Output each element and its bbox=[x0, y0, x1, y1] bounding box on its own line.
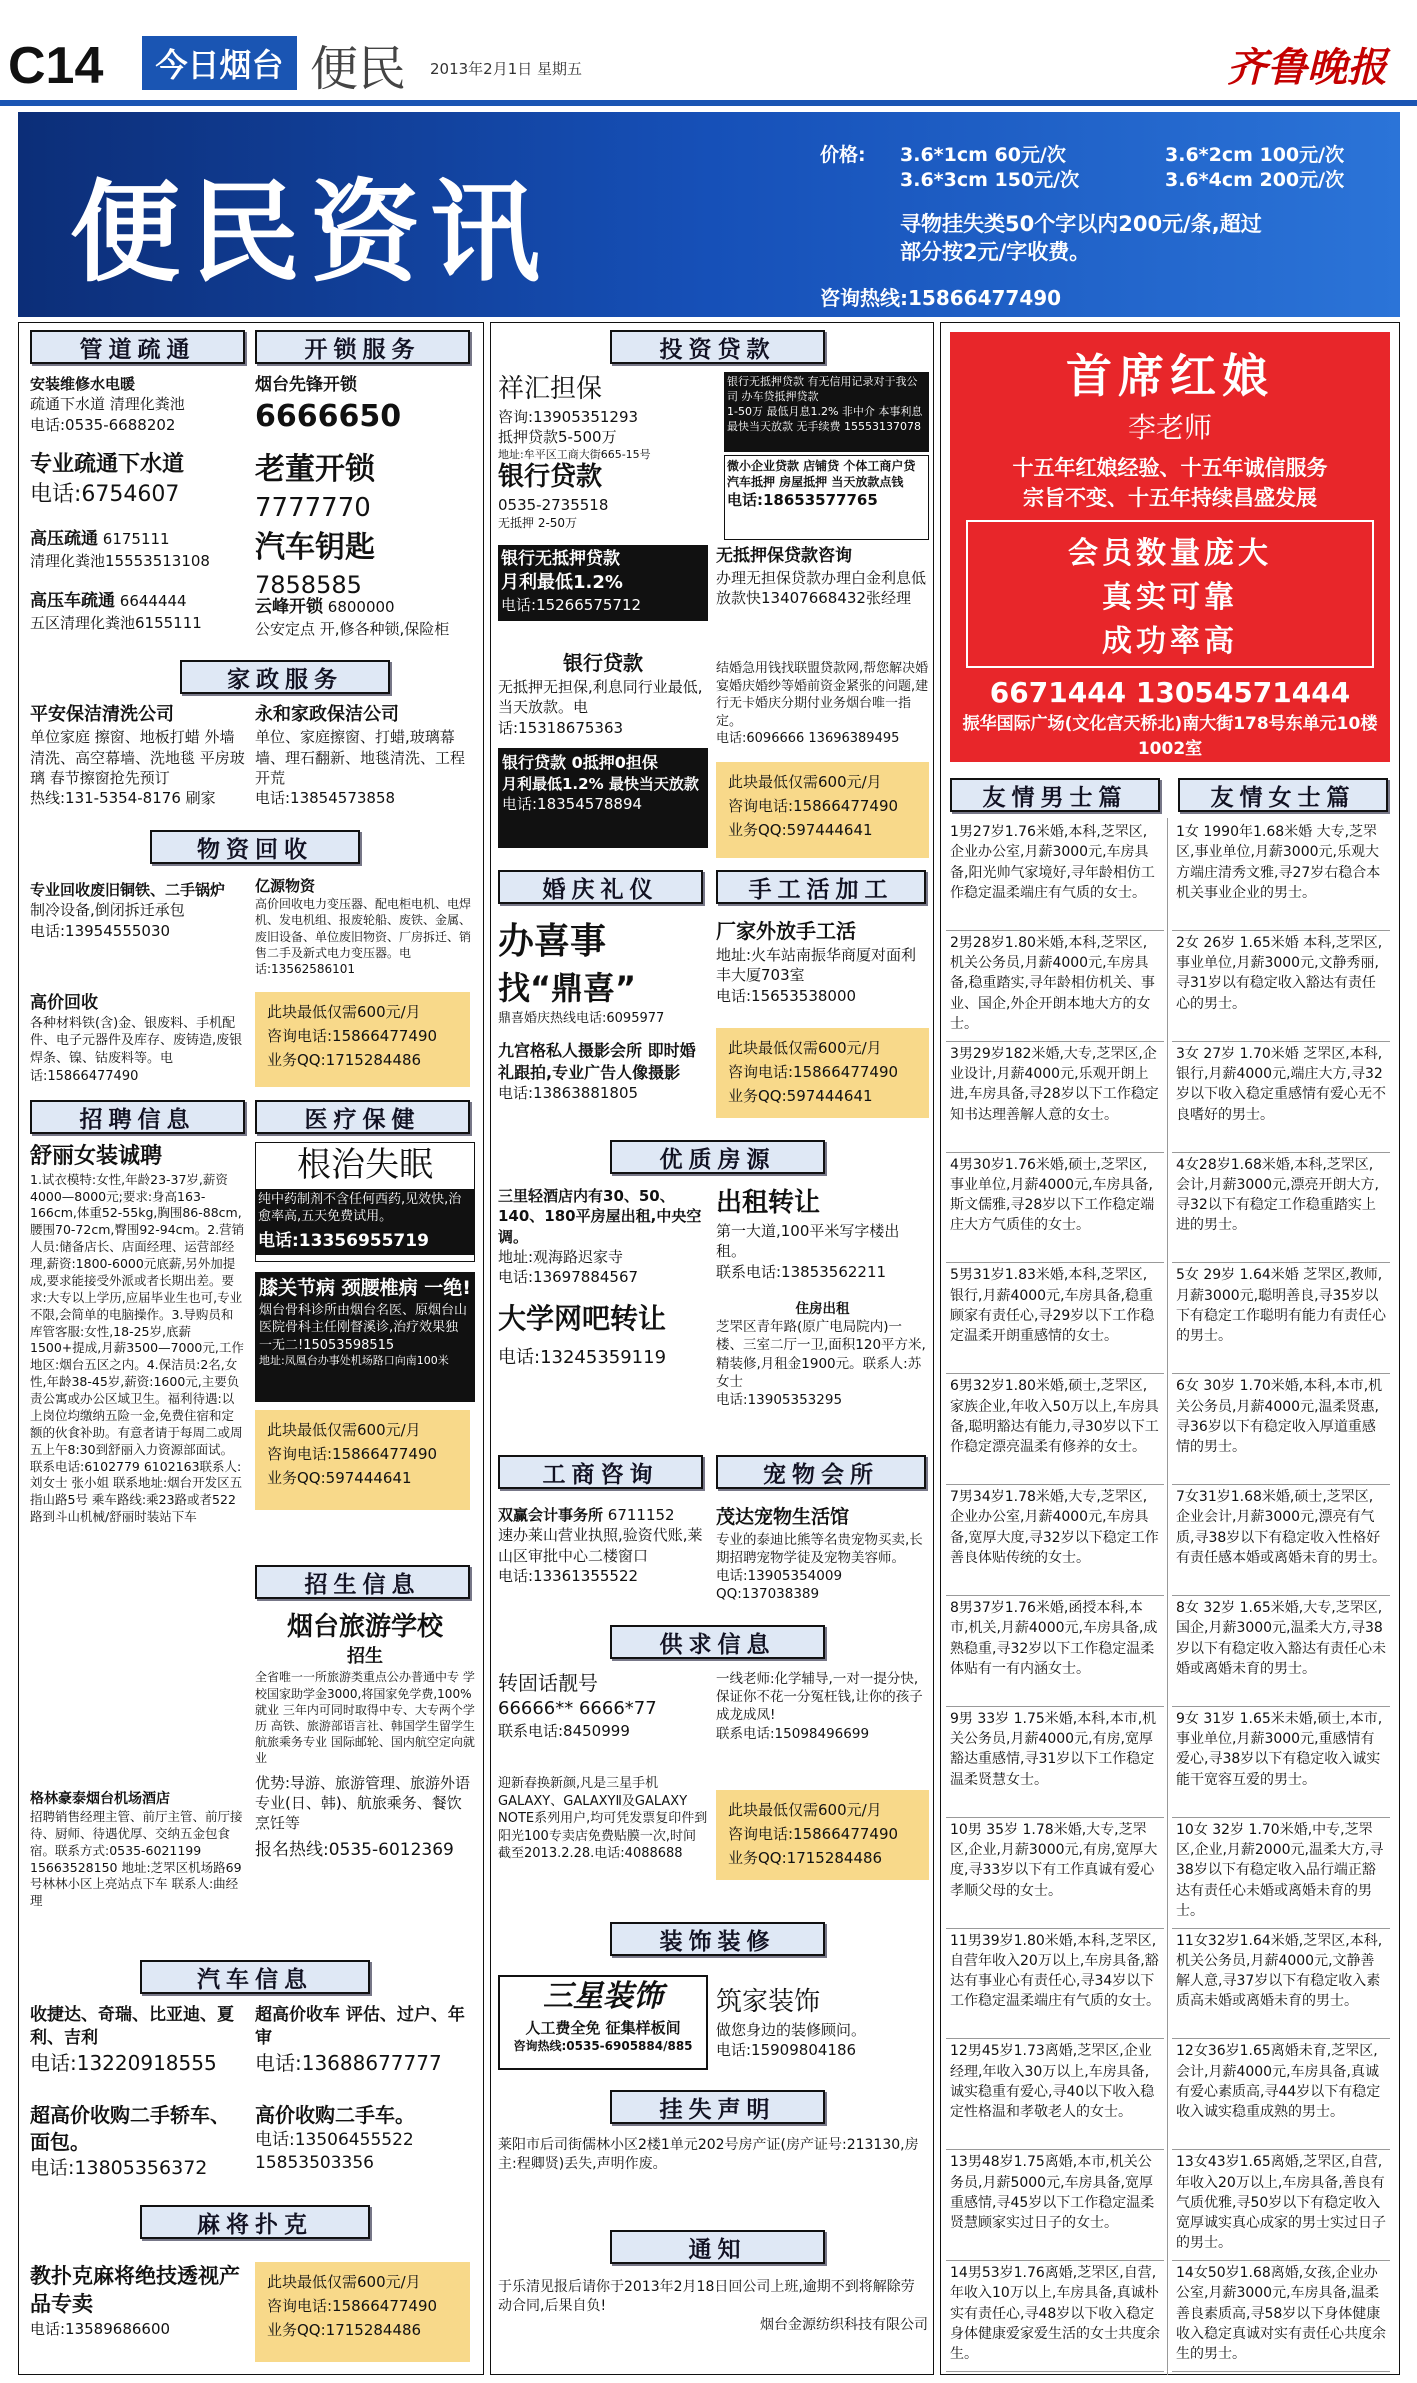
ad-inv-5-tel: 电话:15266575712 bbox=[501, 596, 642, 615]
tag-lost: 挂失声明 bbox=[610, 2090, 825, 2124]
ad-notice-1-body: 于乐清见报后请你于2013年2月18日回公司上班,逾期不到将解除劳动合同,后果自负! bbox=[498, 2279, 915, 2314]
cheap-ad-4-line3: 业务QQ:597444641 bbox=[728, 821, 873, 839]
tag-estate: 优质房源 bbox=[610, 1140, 825, 1174]
ad-hire-2-title: 格林豪泰烟台机场酒店 bbox=[30, 1791, 170, 1807]
ad-biz-1-num: 6711152 bbox=[607, 1506, 675, 1524]
ad-pipe-4 bbox=[30, 590, 240, 648]
ad-car-4 bbox=[255, 2102, 475, 2192]
tag-recycle: 物资回收 bbox=[150, 830, 360, 864]
ad-supply-2-tel: 联系电话:15098496699 bbox=[716, 1725, 870, 1742]
banner-title: 便民资讯 bbox=[70, 168, 550, 297]
price-3: 3.6*3cm 150元/次 bbox=[900, 169, 1080, 191]
ad-inv-3-body: 无抵押 2-50万 bbox=[498, 516, 578, 531]
tag-pipe: 管道疏通 bbox=[30, 330, 245, 364]
ad-car-1-title: 收捷达、奇瑞、比亚迪、夏利、吉利 bbox=[30, 2005, 234, 2048]
ad-car-3 bbox=[30, 2102, 245, 2192]
female-entry: 11女32岁1.64米婚,芝罘区,本科,机关公务员,月薪4000元,文静善解人意,寻37岁以下有稳定收入素质高未婚或离婚未育的男士。 bbox=[1172, 1929, 1390, 2040]
ad-wedding-2 bbox=[498, 1040, 708, 1112]
ad-house-2 bbox=[255, 703, 475, 823]
ad-rec-1-body: 制冷设备,倒闭拆迁承包 bbox=[30, 901, 185, 920]
ad-inv-1-addr: 地址:牟平区工商大街665-15号 bbox=[498, 447, 651, 461]
ad-estate-4-title: 大学网吧转让 bbox=[498, 1302, 667, 1335]
ad-pipe-3-body: 清理化粪池15553513108 bbox=[30, 551, 210, 570]
ad-estate-1-tel: 电话:13697884567 bbox=[498, 1268, 639, 1286]
female-entry: 3女 27岁 1.70米婚 芝罘区,本科,银行,月薪4000元,端庄大方,寻32岁以下收入稳定重感情有爱心无不良嗜好的男士。 bbox=[1172, 1042, 1390, 1153]
ad-lock-2-title: 老董开锁 bbox=[255, 452, 375, 487]
ad-hire-1-body: 1.试衣模特:女性,年龄23-37岁,薪资4000—8000元;要求:身高163-166cm,体重52-55kg,胸围86-88cm,腰围70-72cm,臀围92-94cm。2.营销人员:储备店长、店面经理、运营部经理,薪资:1800-6000元底薪,另外加提成,要求能接受外派或者长期出差。要求:大专以上学历,应届毕业生也可,专业不限,会简单的电脑操作。3.导购员和库管客服:女性,18-25岁,底薪1500+提成,月薪3500—7000元,工作地区:烟台五区之内。4.保洁员:2名,女性,年龄38-45岁,薪资:1600元,主要负责公寓或办公区域卫生。福利待遇:以上岗位均缴纳五险一金,免费住宿和定额的伙食补助。有意者请于每周二或周五上午8:30到舒丽入力资源部面试。联系电话:6102779 6102163联系人:刘女士 张小姐 联系地址:烟台开发区五指山路5号 乘车路线:乘23路或者522路到斗山机械/舒丽时装站下车 bbox=[30, 1171, 245, 1525]
page-number: C14 bbox=[8, 37, 104, 95]
ad-mahjong bbox=[30, 2262, 245, 2362]
header-rule bbox=[0, 100, 1417, 106]
ad-wedding-1-title: 办喜事 bbox=[498, 921, 607, 962]
ad-pipe-4-body: 五区清理化粪池6155111 bbox=[30, 613, 202, 632]
ad-craft-1-title: 厂家外放手工活 bbox=[716, 919, 856, 943]
ad-lock-1-num: 6666650 bbox=[255, 398, 402, 434]
ad-lock-2 bbox=[255, 450, 475, 522]
newspaper-logo: 齐鲁晚报 bbox=[1227, 44, 1387, 91]
ad-lock-2-num: 7777770 bbox=[255, 492, 371, 523]
ad-inv-2-title: 银行无抵押贷款 有无信用记录对于我公司 办车贷抵押贷款 bbox=[727, 375, 918, 403]
ad-school-body: 全省唯一一所旅游类重点公办普通中专 学校国家助学金3000,将国家免学费,100%就业 三年内可同时取得中专、大专两个学历 高铁、旅游部语言社、韩国学生留学生 航旅乘务专业 国际邮轮、国内航空定向就业 bbox=[255, 1670, 475, 1766]
male-entry: 4男30岁1.76米婚,硕士,芝罘区,事业单位,月薪4000元,车房具备,斯文儒雅,寻28岁以下工作稳定端庄大方气质佳的女士。 bbox=[946, 1153, 1164, 1264]
tag-lock: 开锁服务 bbox=[255, 330, 470, 364]
ad-inv-3 bbox=[498, 460, 718, 540]
cheap-ad-5-line1: 此块最低仅需600元/月 bbox=[728, 1039, 882, 1057]
ad-lock-4 bbox=[255, 596, 475, 648]
cheap-ad-5 bbox=[716, 1028, 929, 1118]
lost-rate-2: 部分按2元/字收费。 bbox=[900, 240, 1091, 264]
ad-hire-1 bbox=[30, 1142, 245, 1782]
ad-estate-3-title: 住房出租 bbox=[795, 1301, 850, 1317]
matchmaker-slogan-2: 宗旨不变、十五年持续昌盛发展 bbox=[1023, 486, 1317, 510]
ad-pipe-1-title: 安装维修水电暖 bbox=[30, 375, 136, 393]
ad-inv-8-body: 结婚急用钱找联盟贷款网,帮您解决婚宴婚庆婚纱等婚前资金紧张的问题,建行无卡婚庆分期付业务烟台唯一指定。 bbox=[716, 661, 929, 729]
ad-inv-5 bbox=[498, 545, 708, 621]
ad-estate-4-tel: 电话:13245359119 bbox=[498, 1346, 667, 1368]
ad-house-1 bbox=[30, 703, 245, 823]
ad-pipe-1 bbox=[30, 374, 240, 444]
ad-estate-2-tel: 联系电话:13853562211 bbox=[716, 1262, 887, 1281]
cheap-ad-1-line2: 咨询电话:15866477490 bbox=[267, 1027, 438, 1045]
price-1: 3.6*1cm 60元/次 bbox=[900, 144, 1066, 166]
ad-house-1-tel: 热线:131-5354-8176 刷家 bbox=[30, 789, 216, 808]
ad-pet-1-body: 专业的泰迪比熊等名贵宠物买卖,长期招聘宠物学徒及宠物美容师。 bbox=[716, 1531, 923, 1566]
ad-inv-9-title: 银行贷款 0抵押0担保 bbox=[502, 753, 658, 772]
ad-med-1-body: 纯中药制剂不含任何西药,见效快,治愈率高,五天免费试用。 bbox=[256, 1189, 474, 1228]
ad-car-2 bbox=[255, 2004, 475, 2094]
ad-rec-2-title: 亿源物资 bbox=[255, 877, 316, 895]
ad-inv-6-body: 办理无担保贷款办理白金利息低放款快13407668432张经理 bbox=[716, 568, 927, 608]
ad-car-2-title: 超高价收车 评估、过户、年审 bbox=[255, 2005, 465, 2048]
ad-car-1-tel: 电话:13220918555 bbox=[30, 2050, 217, 2075]
ad-inv-4 bbox=[724, 455, 929, 540]
ad-supply-3-body: 迎新春换新颜,凡是三星手机GALAXY、GALAXYⅡ及GALAXY NOTE系列用户,均可凭发票复印件到阳光100专卖店免费贴膜一次,时间截至2013.2.28.电话:4088688 bbox=[498, 1776, 708, 1862]
ad-pipe-1-tel: 电话:0535-6688202 bbox=[30, 415, 176, 434]
ad-inv-3-title: 银行贷款 bbox=[498, 462, 603, 492]
female-entry: 8女 32岁 1.65米婚,大专,芝罘区,国企,月薪3000元,温柔大方,寻38岁以下有稳定收入豁达有责任心未婚或离婚未育的男士。 bbox=[1172, 1596, 1390, 1707]
ad-school-title: 烟台旅游学校 bbox=[286, 1612, 443, 1642]
tag-hire: 招聘信息 bbox=[30, 1100, 245, 1134]
ad-inv-2 bbox=[724, 372, 929, 452]
ad-inv-2-body: 1-50万 最低月息1.2% 非中介 本事利息 最快当天放款 无手续费 15553137078 bbox=[727, 404, 923, 433]
tag-car: 汽车信息 bbox=[140, 1960, 370, 1994]
ad-inv-9 bbox=[498, 748, 708, 848]
ad-inv-9-tel: 电话:18354578894 bbox=[502, 794, 643, 813]
ad-decor-1 bbox=[498, 1975, 708, 2070]
cheap-ad-3-line3: 业务QQ:1715284486 bbox=[267, 2321, 422, 2339]
ad-inv-4-title: 微小企业贷款 店铺贷 个体工商户贷 汽车抵押 房屋抵押 当天放款点钱 bbox=[727, 459, 916, 490]
ad-med-2-title: 膝关节病 颈腰椎病 一绝! bbox=[259, 1277, 471, 1299]
cheap-ad-4-line2: 咨询电话:15866477490 bbox=[728, 797, 899, 815]
ad-craft-1 bbox=[716, 918, 929, 1018]
ad-rec-2-body: 高价回收电力变压器、配电柜电机、电焊机、发电机组、报废轮船、废铁、金属、废旧设备、单位废旧物资、厂房拆迁、销售二手及新式电力变压器。电话:13562586101 bbox=[255, 897, 472, 976]
ad-pet-1-tel: 电话:13905354009 QQ:137038389 bbox=[716, 1568, 843, 1603]
ad-inv-1-body: 抵押贷款5-500万 bbox=[498, 428, 617, 447]
ad-house-2-tel: 电话:13854573858 bbox=[255, 789, 396, 808]
ad-lock-1 bbox=[255, 374, 475, 444]
ad-lock-1-title: 烟台先锋开锁 bbox=[255, 375, 357, 395]
ad-rec-2 bbox=[255, 876, 475, 986]
ad-wedding-2-tel: 电话:13863881805 bbox=[498, 1084, 639, 1103]
ad-hire-1-title: 舒丽女装诚聘 bbox=[30, 1144, 163, 1169]
price-2: 3.6*2cm 100元/次 bbox=[1165, 144, 1345, 166]
cheap-ad-6-line3: 业务QQ:1715284486 bbox=[728, 1849, 883, 1867]
ad-rec-3-title: 高价回收 bbox=[30, 993, 98, 1013]
matchmaker-addr: 振华国际广场(文化宫天桥北)南大街178号东单元10楼1002室 bbox=[962, 714, 1378, 759]
female-entry: 14女50岁1.68离婚,女孩,企业办公室,月薪3000元,车房具备,温柔善良素质高,寻58岁以下身体健康收入稳定真诚对实有责任心共度余生的男士。 bbox=[1172, 2261, 1390, 2372]
male-entry: 5男31岁1.83米婚,本科,芝罘区,银行,月薪4000元,车房具备,稳重顾家有责任心,寻29岁以下工作稳定温柔开朗重感情的女士。 bbox=[946, 1263, 1164, 1374]
ad-house-2-title: 永和家政保洁公司 bbox=[255, 704, 399, 725]
banner-hotline: 咨询热线:15866477490 bbox=[820, 286, 1062, 310]
female-entry: 6女 30岁 1.70米婚,本科,本市,机关公务员,月薪4000元,温柔贤惠,寻36岁以下有稳定收入厚道重感情的男士。 bbox=[1172, 1374, 1390, 1485]
ad-lost-1-body: 莱阳市后司街儒林小区2楼1单元202号房产证(房产证号:213130,房主:程卿贤)丢失,声明作废。 bbox=[498, 2137, 919, 2172]
ad-school bbox=[255, 1610, 475, 1950]
male-entry: 9男 33岁 1.75米婚,本科,本市,机关公务员,月薪4000元,有房,宽厚豁达重感情,寻31岁以下工作稳定温柔贤慧女士。 bbox=[946, 1707, 1164, 1818]
ad-car-2-tel: 电话:13688677777 bbox=[255, 2050, 442, 2075]
ad-hire-2-body: 招聘销售经理主管、前厅主管、前厅接待、厨师、待遇优厚、交纳五金包食宿。联系方式:0535-6021199 15663528150 地址:芝罘区机场路69号林林小区上亮站点下车 联系人:曲经理 bbox=[30, 1808, 243, 1909]
ad-inv-3-tel: 0535-2735518 bbox=[498, 496, 609, 515]
ad-lock-3-title: 汽车钥匙 bbox=[255, 530, 375, 565]
ad-notice-1-sign: 烟台金源纺织科技有限公司 bbox=[760, 2316, 928, 2333]
ad-estate-1-title: 三里轻酒店内有30、50、140、180平房屋出租,中央空调。 bbox=[498, 1187, 702, 1246]
ad-supply-3 bbox=[498, 1775, 708, 1890]
ad-pipe-3 bbox=[30, 528, 240, 586]
price-4: 3.6*4cm 200元/次 bbox=[1165, 169, 1345, 191]
ad-lock-4-title: 云峰开锁 bbox=[255, 597, 323, 617]
female-entry: 5女 29岁 1.64米婚 芝罘区,教师,月薪3000元,聪明善良,寻35岁以下有稳定工作聪明有能力有责任心的男士。 bbox=[1172, 1263, 1390, 1374]
ad-inv-5-rate: 月利最低1.2% bbox=[501, 571, 623, 593]
section-box[interactable]: 今日烟台 bbox=[142, 36, 297, 90]
ad-decor-2-tel: 电话:15909804186 bbox=[716, 2041, 857, 2060]
ad-inv-4-tel: 电话:18653577765 bbox=[727, 491, 878, 510]
ad-estate-3-tel: 电话:13905353295 bbox=[716, 1392, 843, 1409]
male-entry: 3男29岁182米婚,大专,芝罘区,企业设计,月薪4000元,乐观开朗上进,车房具备,寻28岁以下工作稳定知书达理善解人意的女士。 bbox=[946, 1042, 1164, 1153]
female-entry: 2女 26岁 1.65米婚 本科,芝罘区,事业单位,月薪3000元,文静秀丽,寻31岁以有稳定收入豁达有责任心的男士。 bbox=[1172, 931, 1390, 1042]
ad-med-2-body: 烟台骨科诊所由烟台名医、原烟台山医院骨科主任刚督溪诊,治疗效果独一无二!15053598515 bbox=[259, 1302, 468, 1353]
female-entry: 1女 1990年1.68米婚 大专,芝罘区,事业单位,月薪3000元,乐观大方端庄清秀文雅,寻27岁右稳合本机关事业企业的男士。 bbox=[1172, 820, 1390, 931]
cheap-ad-4 bbox=[716, 762, 929, 858]
ad-car-4-title: 高价收购二手车。 bbox=[255, 2103, 415, 2127]
ad-lost-1 bbox=[498, 2136, 928, 2216]
ad-med-1-tel: 电话:13356955719 bbox=[256, 1228, 474, 1255]
ad-pipe-4-num: 6644444 bbox=[119, 592, 187, 610]
ad-pet-1 bbox=[716, 1505, 929, 1610]
tag-male: 友情男士篇 bbox=[950, 778, 1160, 812]
ad-estate-1 bbox=[498, 1186, 708, 1296]
section-name: 便民 bbox=[310, 41, 407, 97]
cheap-ad-5-line3: 业务QQ:597444641 bbox=[728, 1087, 873, 1105]
cheap-ad-6-line1: 此块最低仅需600元/月 bbox=[728, 1801, 882, 1819]
female-entry: 12女36岁1.65离婚未育,芝罘区,会计,月薪4000元,车房具备,真诚有爱心素质高,寻44岁以下有稳定收入诚实稳重成熟的男士。 bbox=[1172, 2039, 1390, 2150]
male-entry: 14男53岁1.76离婚,芝罘区,自营,年收入10万以上,车房具备,真诚朴实有责任心,寻48岁以下收入稳定身体健康爱家爱生活的女士共度余生。 bbox=[946, 2261, 1164, 2372]
tag-pet: 宠物会所 bbox=[716, 1455, 926, 1489]
matchmaker-box-1: 会员数量庞大 bbox=[1068, 536, 1272, 571]
ad-rec-1-title: 专业回收废旧铜铁、二手锅炉 bbox=[30, 881, 226, 899]
ad-supply-1-nums: 66666** 6666*77 bbox=[498, 1698, 657, 1719]
ad-wedding-1 bbox=[498, 918, 708, 1038]
ad-inv-5-title: 银行无抵押贷款 bbox=[501, 549, 620, 569]
female-entry: 7女31岁1.68米婚,硕士,芝罘区,企业会计,月薪3000元,漂亮有气质,寻38岁以下有稳定收入性格好有责任感本婚或离婚未育的男士。 bbox=[1172, 1485, 1390, 1596]
ad-rec-1-tel: 电话:13954555030 bbox=[30, 921, 171, 940]
tag-supply: 供求信息 bbox=[610, 1625, 825, 1659]
ad-rec-1 bbox=[30, 880, 245, 980]
female-entry: 9女 31岁 1.65米未婚,硕士,本市,事业单位,月薪3000元,重感情有爱心,寻38岁以下有稳定收入诚实能干宽容互爱的男士。 bbox=[1172, 1707, 1390, 1818]
matchmaker-ad bbox=[950, 332, 1390, 762]
ad-car-3-tel: 电话:13805356372 bbox=[30, 2157, 208, 2179]
cheap-ad-1 bbox=[255, 992, 470, 1087]
price-label: 价格: bbox=[820, 144, 866, 166]
tag-wedding: 婚庆礼仪 bbox=[498, 870, 703, 904]
ad-pipe-2-tel: 电话:6754607 bbox=[30, 481, 180, 507]
male-entry: 2男28岁1.80米婚,本科,芝罘区,机关公务员,月薪4000元,车房具备,稳重踏实,寻年龄相仿机关、事业、国企,外企开朗本地大方的女士。 bbox=[946, 931, 1164, 1042]
ad-craft-1-body: 地址:火车站南振华商厦对面利丰大厦703室 bbox=[716, 946, 917, 985]
ad-house-2-body: 单位、家庭擦窗、打蜡,玻璃幕墙、理石翻新、地毯清洗、工程开荒 bbox=[255, 728, 466, 787]
ad-house-1-body: 单位家庭 擦窗、地板打蜡 外墙清洗、高空幕墙、洗地毯 平房玻璃 春节擦窗抢先预订 bbox=[30, 728, 245, 787]
cheap-ad-5-line2: 咨询电话:15866477490 bbox=[728, 1063, 899, 1081]
cheap-ad-1-line3: 业务QQ:1715284486 bbox=[267, 1051, 422, 1069]
tag-decor: 装饰装修 bbox=[610, 1922, 825, 1956]
ad-biz-1-title: 双赢会计事务所 bbox=[498, 1506, 604, 1524]
cheap-ad-2-line2: 咨询电话:15866477490 bbox=[267, 1445, 438, 1463]
ad-car-4-tel2: 15853503356 bbox=[255, 2152, 374, 2173]
ad-house-1-title: 平安保洁清洗公司 bbox=[30, 704, 174, 725]
ad-rec-3-body: 各种材料铁(含)金、银废料、手机配件、电子元器件及库存、废铸造,废银焊条、镍、钴废料等。电话:15866477490 bbox=[30, 1015, 243, 1084]
ad-mahjong-title: 教扑克麻将绝技透视产品专卖 bbox=[30, 2264, 240, 2317]
ad-pipe-3-title: 高压疏通 bbox=[30, 529, 98, 549]
ad-wedding-1-tel: 鼎喜婚庆热线电话:6095977 bbox=[498, 1010, 665, 1026]
ad-biz-1 bbox=[498, 1505, 708, 1610]
ad-hire-2 bbox=[30, 1790, 245, 1960]
ad-estate-3 bbox=[716, 1300, 929, 1430]
matchmaker-title: 首席红娘 bbox=[1066, 349, 1274, 403]
male-female-divider bbox=[1167, 818, 1168, 2375]
ad-estate-2-title: 出租转让 bbox=[716, 1188, 821, 1218]
tag-craft: 手工活加工 bbox=[716, 870, 926, 904]
lost-rate: 寻物挂失类50个字以内200元/条,超过 bbox=[900, 212, 1262, 236]
ad-decor-1-title: 三星装饰 bbox=[543, 1979, 663, 2014]
ad-decor-1-sub: 人工费全免 征集样板间 bbox=[525, 2018, 681, 2037]
ad-inv-6-title: 无抵押保贷款咨询 bbox=[716, 546, 852, 566]
matchmaker-slogan-1: 十五年红娘经验、十五年诚信服务 bbox=[1012, 456, 1328, 480]
cheap-ad-3-line1: 此块最低仅需600元/月 bbox=[267, 2273, 421, 2291]
tag-house: 家政服务 bbox=[180, 660, 390, 694]
ad-supply-2 bbox=[716, 1670, 929, 1765]
ad-inv-7-body: 无抵押无担保,利息同行业最低,当天放款。电话:15318675363 bbox=[498, 678, 703, 737]
cheap-ad-2-line3: 业务QQ:597444641 bbox=[267, 1469, 412, 1487]
ad-school-tel: 报名热线:0535-6012369 bbox=[255, 1840, 454, 1861]
ad-wedding-1-sub: 找“鼎喜” bbox=[498, 968, 637, 1007]
ad-med-1-title: 根治失眠 bbox=[297, 1145, 433, 1185]
matchmaker-tel: 6671444 13054571444 bbox=[989, 676, 1351, 709]
ad-estate-2 bbox=[716, 1186, 929, 1296]
ad-inv-1-tel: 咨询:13905351293 bbox=[498, 408, 639, 427]
ad-biz-1-tel: 电话:13361355522 bbox=[498, 1566, 639, 1585]
ad-decor-1-tel: 咨询热线:0535-6905884/885 bbox=[513, 2038, 693, 2053]
male-entry: 13男48岁1.75离婚,本市,机关公务员,月薪5000元,车房具备,宽厚重感情,寻45岁以下工作稳定温柔贤慧顾家实过日子的女士。 bbox=[946, 2150, 1164, 2261]
ad-lock-4-body: 公安定点 开,修各种锁,保险柜 bbox=[255, 619, 450, 638]
ad-lock-4-num: 6800000 bbox=[327, 598, 395, 616]
cheap-ad-2 bbox=[255, 1410, 470, 1510]
ad-school-adv: 优势:导游、旅游管理、旅游外语专业(日、韩)、航旅乘务、餐饮烹饪等 bbox=[255, 1773, 471, 1833]
female-entry: 13女43岁1.65离婚,芝罘区,自营,年收入20万以上,车房具备,善良有气质优雅,寻50岁以下有稳定收入宽厚诚实真心成家的男士实过日子的男士。 bbox=[1172, 2150, 1390, 2261]
cheap-ad-6-line2: 咨询电话:15866477490 bbox=[728, 1825, 899, 1843]
ad-craft-1-tel: 电话:15653538000 bbox=[716, 986, 857, 1005]
ad-notice-1 bbox=[498, 2278, 928, 2363]
ad-biz-1-body: 速办莱山营业执照,验资代账,莱山区审批中心二楼窗口 bbox=[498, 1526, 703, 1565]
ad-med-1 bbox=[255, 1142, 475, 1262]
ad-pipe-2-title: 专业疏通下水道 bbox=[30, 452, 185, 477]
ad-pipe-2 bbox=[30, 450, 240, 520]
tag-notice: 通知 bbox=[610, 2230, 825, 2264]
tag-invest: 投资贷款 bbox=[610, 330, 825, 364]
ad-inv-8 bbox=[716, 660, 929, 760]
ad-med-2-addr: 地址:凤凰台办事处机场路口向南100米 bbox=[259, 1354, 449, 1368]
ad-rec-3 bbox=[30, 992, 245, 1092]
female-entry: 10女 32岁 1.70米婚,中专,芝罘区,企业,月薪2000元,温柔大方,寻38岁以下有稳定收入品行端正豁达有责任心未婚或离婚未育的男士。 bbox=[1172, 1818, 1390, 1929]
ad-inv-1 bbox=[498, 372, 718, 461]
ad-estate-1-addr: 地址:观海路迟家寺 bbox=[498, 1247, 624, 1266]
ad-inv-6 bbox=[716, 545, 929, 655]
ad-school-sub: 招生 bbox=[347, 1646, 383, 1668]
ad-lock-3 bbox=[255, 528, 475, 599]
ad-supply-1-title: 转固话靓号 bbox=[498, 1671, 598, 1695]
ad-inv-8-tel: 电话:6096666 13696389495 bbox=[716, 731, 900, 747]
ad-supply-2-body: 一线老师:化学辅导,一对一提分快,保证你不花一分冤枉钱,让你的孩子成龙成凤! bbox=[716, 1671, 923, 1724]
male-entry: 6男32岁1.80米婚,硕士,芝罘区,家族企业,年收入50万以上,车房具备,聪明豁达有能力,寻30岁以下工作稳定漂亮温柔有修养的女士。 bbox=[946, 1374, 1164, 1485]
ad-med-2 bbox=[255, 1272, 475, 1402]
male-entry: 12男45岁1.73离婚,芝罘区,企业经理,年收入30万以上,车房具备,诚实稳重有爱心,寻40以下收入稳定性格温和孝敬老人的女士。 bbox=[946, 2039, 1164, 2150]
cheap-ad-3-line2: 咨询电话:15866477490 bbox=[267, 2297, 438, 2315]
ad-inv-9-body: 月利最低1.2% 最快当天放款 bbox=[502, 774, 699, 793]
ad-car-1 bbox=[30, 2004, 245, 2094]
cheap-ad-1-line1: 此块最低仅需600元/月 bbox=[267, 1003, 421, 1021]
matchmaker-box-2: 真实可靠 bbox=[1102, 580, 1238, 615]
ad-wedding-2-title: 九宫格私人摄影会所 即时婚礼跟拍,专业广告人像摄影 bbox=[498, 1041, 696, 1082]
cheap-ad-6 bbox=[716, 1790, 929, 1880]
ad-supply-1 bbox=[498, 1670, 708, 1765]
tag-female: 友情女士篇 bbox=[1178, 778, 1388, 812]
ad-pipe-4-title: 高压车疏通 bbox=[30, 591, 115, 611]
ad-estate-2-body: 第一大道,100平米写字楼出租。 bbox=[716, 1222, 900, 1261]
ad-decor-2-title: 筑家装饰 bbox=[716, 1987, 821, 2017]
ad-decor-2-body: 做您身边的装修顾问。 bbox=[716, 2021, 867, 2040]
ad-lock-3-num: 7858585 bbox=[255, 570, 362, 599]
ad-mahjong-tel: 电话:13589686600 bbox=[30, 2319, 171, 2338]
male-entry: 10男 35岁 1.78米婚,大专,芝罘区,企业,月薪3000元,有房,宽厚大度,寻33岁以下有工作真诚有爱心孝顺父母的女士。 bbox=[946, 1818, 1164, 1929]
cheap-ad-4-line1: 此块最低仅需600元/月 bbox=[728, 773, 882, 791]
female-entry: 4女28岁1.68米婚,本科,芝罘区,会计,月薪3000元,漂亮开朗大方,寻32以下有稳定工作稳重踏实上进的男士。 bbox=[1172, 1153, 1390, 1264]
ad-estate-3-body: 芝罘区青年路(原广电局院内)一楼、三室二厅一卫,面积120平方米,精装修,月租金1900元。联系人:苏女士 bbox=[716, 1319, 926, 1390]
tag-mahjong: 麻将扑克 bbox=[140, 2205, 370, 2239]
cheap-ad-2-line1: 此块最低仅需600元/月 bbox=[267, 1421, 421, 1439]
ad-inv-1-title: 祥汇担保 bbox=[498, 374, 603, 404]
male-entry: 7男34岁1.78米婚,大专,芝罘区,企业办公室,月薪4000元,车房具备,宽厚大度,寻32岁以下稳定工作善良体贴传统的女士。 bbox=[946, 1485, 1164, 1596]
male-entry: 11男39岁1.80米婚,本科,芝罘区,自营年收入20万以上,车房具备,豁达有事业心有责任心,寻34岁以下工作稳定温柔端庄有气质的女士。 bbox=[946, 1929, 1164, 2040]
tag-medical: 医疗保健 bbox=[255, 1100, 470, 1134]
ad-decor-2 bbox=[716, 1985, 929, 2075]
ad-car-4-tel: 电话:13506455522 bbox=[255, 2130, 414, 2150]
ad-pipe-1-body: 疏通下水道 清理化粪池 bbox=[30, 395, 185, 414]
male-entry: 8男37岁1.76米婚,函授本科,本市,机关,月薪4000元,车房具备,成熟稳重,寻32岁以下工作稳定温柔体贴有一有内涵女士。 bbox=[946, 1596, 1164, 1707]
cheap-ad-3 bbox=[255, 2262, 470, 2362]
ad-inv-7-title: 银行贷款 bbox=[563, 651, 643, 675]
ad-car-3-title: 超高价收购二手轿车、面包。 bbox=[30, 2103, 230, 2154]
ad-pet-1-title: 茂达宠物生活馆 bbox=[716, 1506, 850, 1528]
ad-estate-4 bbox=[498, 1300, 708, 1410]
tag-admit: 招生信息 bbox=[255, 1565, 470, 1599]
ad-inv-7 bbox=[498, 650, 708, 742]
issue-date: 2013年2月1日 星期五 bbox=[430, 60, 583, 78]
ad-pipe-3-num: 6175111 bbox=[102, 530, 170, 548]
tag-biz: 工商咨询 bbox=[498, 1455, 703, 1489]
ad-supply-1-tel: 联系电话:8450999 bbox=[498, 1722, 630, 1741]
matchmaker-box-3: 成功率高 bbox=[1102, 624, 1238, 659]
male-entry: 1男27岁1.76米婚,本科,芝罘区,企业办公室,月薪3000元,车房具备,阳光帅气家境好,寻年龄相仿工作稳定温柔端庄有气质的女士。 bbox=[946, 820, 1164, 931]
matchmaker-name: 李老师 bbox=[1127, 411, 1212, 444]
